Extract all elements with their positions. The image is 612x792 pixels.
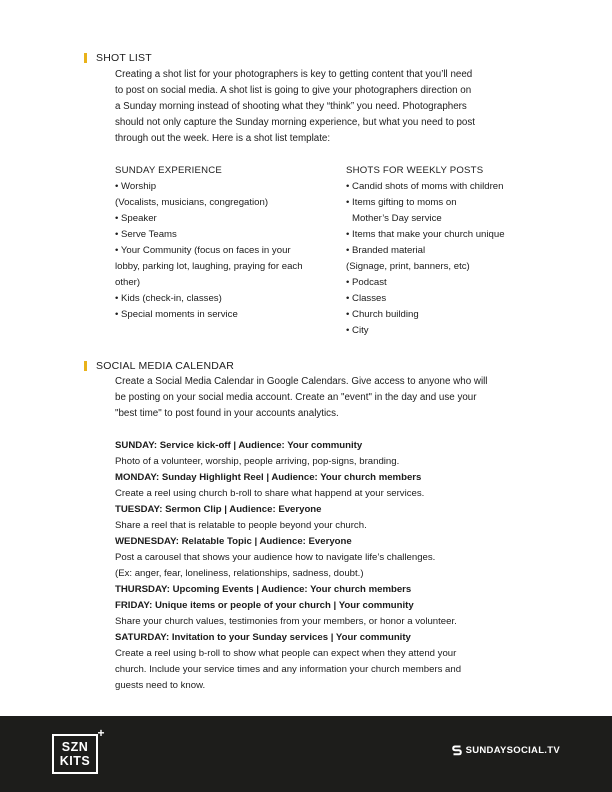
day-description: (Ex: anger, fear, loneliness, relationships, sadness, doubt.) [115,568,364,579]
day-description: Share a reel that is relatable to people beyond your church. [115,520,367,531]
day-heading-wednesday: WEDNESDAY: Relatable Topic | Audience: Everyone [115,536,352,547]
logo-line: SZN [61,740,89,754]
weekly-posts-column [346,163,505,339]
intro-line: to post on social media. A shot list is going to give your photographers direction on [115,85,472,96]
site-url: SUNDAYSOCIAL.TV [465,745,560,756]
section-accent-bar [84,53,87,63]
shot-list-header [84,52,152,64]
day-description: Create a reel using b-roll to show what people can expect when they attend your [115,648,457,659]
list-item: • Items that make your church unique [346,229,505,240]
list-item: • Branded material [346,245,426,256]
list-item: • Worship [115,181,157,192]
day-heading-thursday: THURSDAY: Upcoming Events | Audience: Your church members [115,584,412,595]
list-item: • Candid shots of moms with children [346,181,504,192]
list-item: lobby, parking lot, laughing, praying for each [115,261,303,272]
list-item: (Signage, print, banners, etc) [346,261,470,272]
footer [0,716,612,792]
day-description: Create a reel using church b-roll to share what happend at your services. [115,488,425,499]
intro-line: should not only capture the Sunday morning experience, but what you need to post [115,117,476,128]
calendar-title: SOCIAL MEDIA CALENDAR [96,360,235,372]
day-heading-saturday: SATURDAY: Invitation to your Sunday services | Your community [115,632,411,643]
day-heading-sunday: SUNDAY: Service kick-off | Audience: Your community [115,440,363,451]
day-description: church. Include your service times and any information your church members and [115,664,462,675]
list-item: • Church building [346,309,419,320]
intro-line: a Sunday morning instead of shooting what they “think” you need. Photographers [115,101,467,112]
day-heading-monday: MONDAY: Sunday Highlight Reel | Audience: Your church members [115,472,422,483]
list-item: • Items gifting to moms on [346,197,457,208]
sunday-experience-heading: SUNDAY EXPERIENCE [115,165,223,176]
day-description: Photo of a volunteer, worship, people arriving, pop-signs, branding. [115,456,400,467]
list-item: • Special moments in service [115,309,238,320]
list-item: • City [346,325,369,336]
intro-line: Creating a shot list for your photographers is key to getting content that you’ll need [115,69,473,80]
list-item: • Kids (check-in, classes) [115,293,222,304]
sunday-experience-column [115,163,303,323]
calendar-schedule [115,438,535,694]
day-heading-tuesday: TUESDAY: Sermon Clip | Audience: Everyone [115,504,322,515]
list-item: • Podcast [346,277,387,288]
calendar-intro [115,374,525,422]
list-item: • Your Community (focus on faces in your [115,245,291,256]
logo-line: KITS [59,754,91,768]
intro-line: Create a Social Media Calendar in Google Calendars. Give access to anyone who will [115,376,488,387]
intro-line: be posting on your social media account. Create an "event" in the day and use your [115,392,477,403]
logo-plus: + [97,726,105,740]
list-item: Mother’s Day service [352,213,442,224]
list-item: other) [115,277,141,288]
section-accent-bar [84,361,87,371]
weekly-posts-heading: SHOTS FOR WEEKLY POSTS [346,165,484,176]
list-item: (Vocalists, musicians, congregation) [115,197,269,208]
day-heading-friday: FRIDAY: Unique items or people of your church | Your community [115,600,414,611]
shot-list-intro [115,67,525,147]
day-description: guests need to know. [115,680,206,691]
site-link[interactable] [452,744,560,757]
day-description: Share your church values, testimonies from your members, or honor a volunteer. [115,616,457,627]
intro-line: through out the week. Here is a shot list template: [115,133,331,144]
list-item: • Classes [346,293,387,304]
calendar-header [84,360,234,372]
intro-line: "best time" to post found in your accounts analytics. [115,408,339,419]
szn-kits-logo [52,726,105,774]
sunday-social-s-icon [452,744,462,757]
day-description: Post a carousel that shows your audience how to navigate life’s challenges. [115,552,436,563]
list-item: • Serve Teams [115,229,177,240]
shot-list-title: SHOT LIST [96,52,152,64]
list-item: • Speaker [115,213,157,224]
